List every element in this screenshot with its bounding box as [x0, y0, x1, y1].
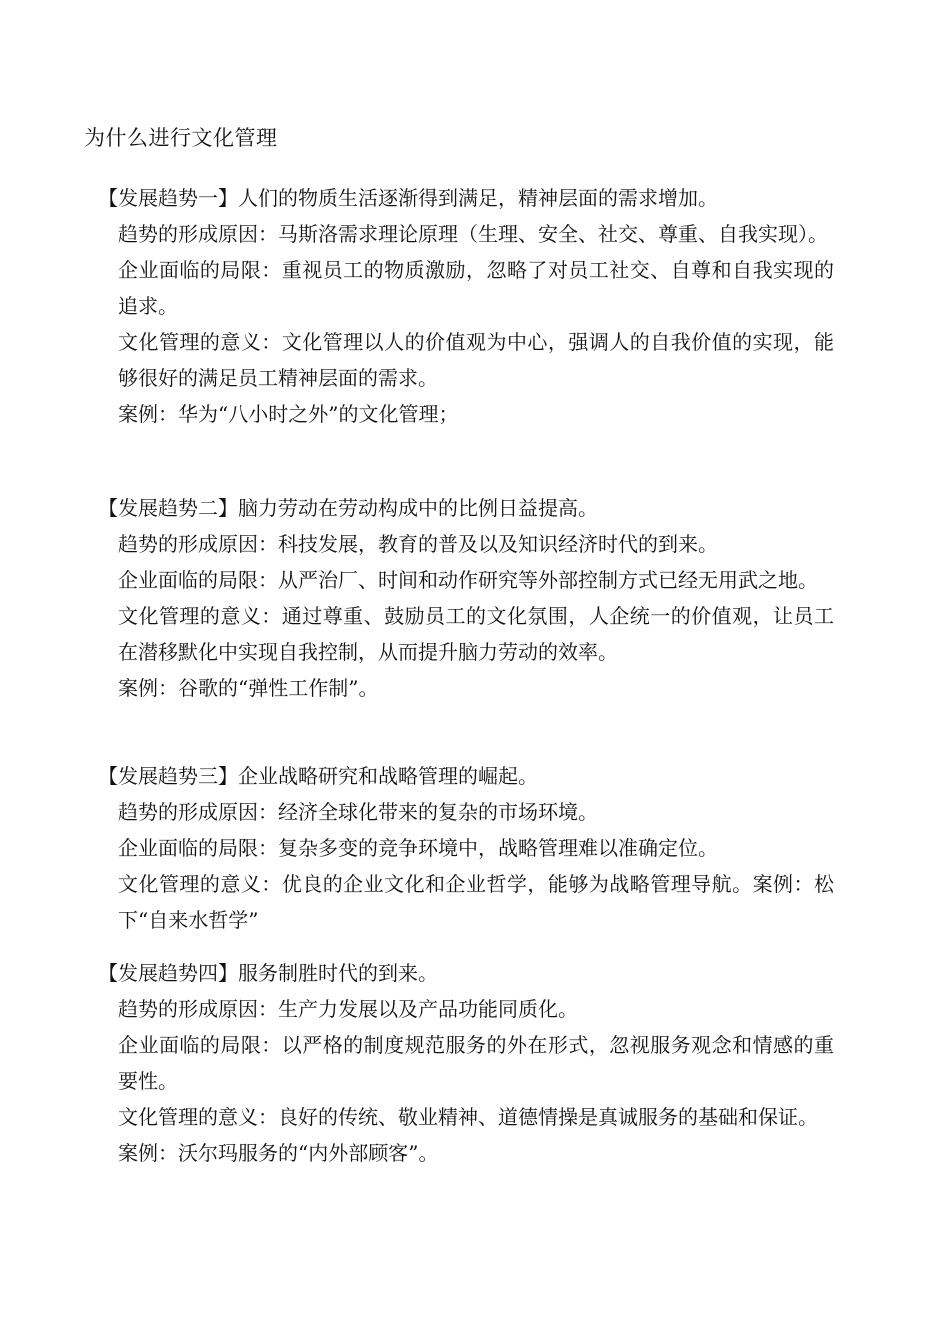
enterprise-limitation: 企业面临的局限：复杂多变的竞争环境中，战略管理难以准确定位。	[118, 836, 718, 860]
trend-heading: 【发展趋势一】人们的物质生活逐渐得到满足，精神层面的需求增加。	[98, 186, 718, 210]
enterprise-limitation: 企业面临的局限：重视员工的物质激励，忽略了对员工社交、自尊和自我实现的追求。	[118, 258, 834, 318]
case-example: 案例：华为“八小时之外”的文化管理；	[118, 402, 459, 426]
trend-section-1	[98, 180, 838, 432]
culture-management-meaning: 文化管理的意义：通过尊重、鼓励员工的文化氛围，人企统一的价值观，让员工在潜移默化中实现自我控制，从而提升脑力劳动的效率。	[118, 604, 834, 664]
trend-heading: 【发展趋势四】服务制胜时代的到来。	[98, 961, 438, 985]
trend-cause: 趋势的形成原因：生产力发展以及产品功能同质化。	[118, 997, 578, 1021]
case-example: 案例：沃尔玛服务的“内外部顾客”。	[118, 1141, 439, 1165]
trend-section-3	[98, 758, 838, 938]
enterprise-limitation: 企业面临的局限：以严格的制度规范服务的外在形式，忽视服务观念和情感的重要性。	[118, 1033, 834, 1093]
trend-heading: 【发展趋势三】企业战略研究和战略管理的崛起。	[98, 764, 538, 788]
enterprise-limitation: 企业面临的局限：从严治厂、时间和动作研究等外部控制方式已经无用武之地。	[118, 568, 818, 592]
trend-heading: 【发展趋势二】脑力劳动在劳动构成中的比例日益提高。	[98, 496, 598, 520]
trend-cause: 趋势的形成原因：科技发展，教育的普及以及知识经济时代的到来。	[118, 532, 718, 556]
culture-management-meaning: 文化管理的意义：良好的传统、敬业精神、道德情操是真诚服务的基础和保证。	[118, 1105, 818, 1129]
trend-cause: 趋势的形成原因：马斯洛需求理论原理（生理、安全、社交、尊重、自我实现）。	[118, 222, 828, 246]
culture-management-meaning: 文化管理的意义：文化管理以人的价值观为中心，强调人的自我价值的实现，能够很好的满足员工精神层面的需求。	[118, 330, 834, 390]
culture-management-meaning: 文化管理的意义：优良的企业文化和企业哲学，能够为战略管理导航。案例：松下“自来水哲学”	[118, 872, 834, 932]
trend-section-4	[98, 955, 838, 1171]
document-title: 为什么进行文化管理	[84, 126, 278, 150]
trend-cause: 趋势的形成原因：经济全球化带来的复杂的市场环境。	[118, 800, 598, 824]
case-example: 案例：谷歌的“弹性工作制”。	[118, 676, 379, 700]
trend-section-2	[98, 490, 838, 706]
